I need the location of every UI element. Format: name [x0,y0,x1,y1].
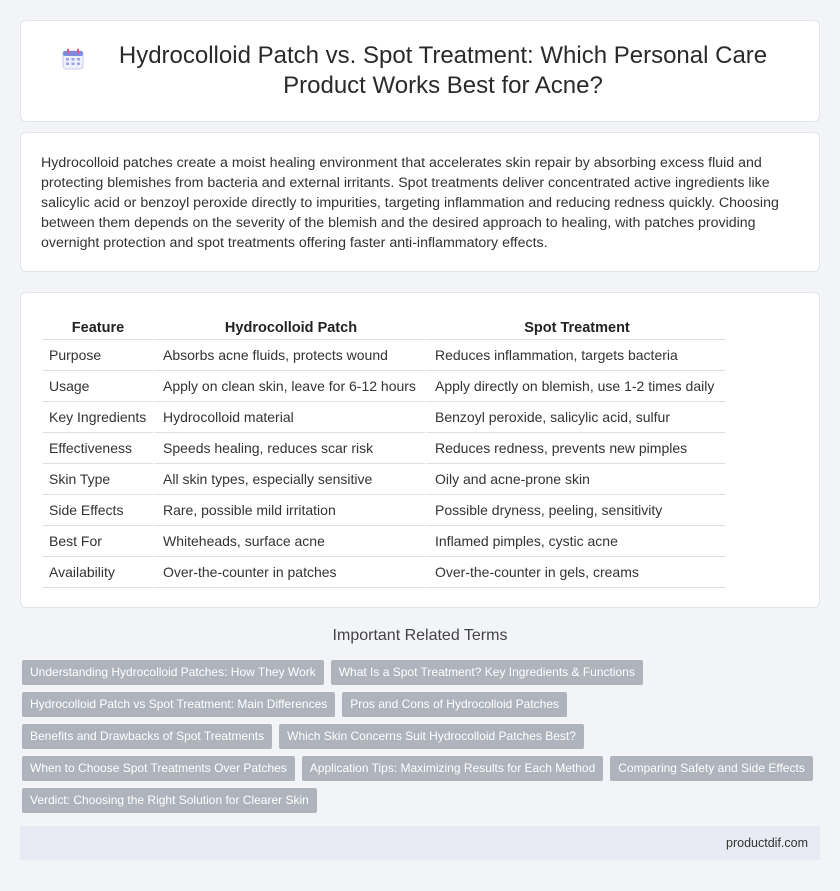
table-cell: Usage [43,371,153,402]
calendar-icon [61,47,85,71]
table-cell: Oily and acne-prone skin [425,464,725,495]
column-header-feature: Feature [43,315,153,340]
column-header-hydrocolloid: Hydrocolloid Patch [153,315,425,340]
intro-card [20,132,820,272]
related-term-link[interactable]: Pros and Cons of Hydrocolloid Patches [342,692,567,717]
table-row [43,402,725,433]
table-cell: Side Effects [43,495,153,526]
table-cell: Speeds healing, reduces scar risk [153,433,425,464]
related-terms-row [22,692,822,717]
header-card [20,20,820,122]
table-row [43,557,725,588]
related-term-link[interactable]: When to Choose Spot Treatments Over Patches [22,756,295,781]
related-term-link[interactable]: Which Skin Concerns Suit Hydrocolloid Patches Best? [279,724,584,749]
table-cell: Availability [43,557,153,588]
table-cell: Apply on clean skin, leave for 6-12 hours [153,371,425,402]
page-title: Hydrocolloid Patch vs. Spot Treatment: Which Personal Care Product Works Best for Acne? [118,42,768,99]
table-cell: Reduces inflammation, targets bacteria [425,340,725,371]
related-term-link[interactable]: Application Tips: Maximizing Results for Each Method [302,756,603,781]
table-cell: Inflamed pimples, cystic acne [425,526,725,557]
table-cell: Purpose [43,340,153,371]
table-cell: All skin types, especially sensitive [153,464,425,495]
table-cell: Possible dryness, peeling, sensitivity [425,495,725,526]
related-term-link[interactable]: Verdict: Choosing the Right Solution for Clearer Skin [22,788,317,813]
footer-site-link[interactable]: productdif.com [726,836,808,850]
related-term-link[interactable]: Benefits and Drawbacks of Spot Treatments [22,724,272,749]
related-terms-row [22,756,822,781]
related-term-link[interactable]: Comparing Safety and Side Effects [610,756,813,781]
table-cell: Skin Type [43,464,153,495]
table-row [43,464,725,495]
table-cell: Over-the-counter in patches [153,557,425,588]
intro-paragraph: Hydrocolloid patches create a moist healing environment that accelerates skin repair by absorbing excess fluid and protecting blemishes from bacteria and external irritants. Spot treatments deliver concentrated active ingredients like salicylic acid or benzoyl peroxide directly to impurities, targeting inflammation and reducing redness quickly. Choosing between them depends on the severity of the blemish and the desired approach to healing, with patches providing overnight protection and spot treatments offering faster anti-inflammatory effects. [41,155,779,251]
related-terms-row [22,724,822,749]
table-cell: Effectiveness [43,433,153,464]
table-cell: Rare, possible mild irritation [153,495,425,526]
related-terms-heading: Important Related Terms [332,627,508,644]
table-cell: Benzoyl peroxide, salicylic acid, sulfur [425,402,725,433]
comparison-table [43,315,725,588]
table-cell: Absorbs acne fluids, protects wound [153,340,425,371]
table-cell: Best For [43,526,153,557]
table-row [43,526,725,557]
related-term-link[interactable]: What Is a Spot Treatment? Key Ingredients & Functions [331,660,643,685]
table-row [43,495,725,526]
table-cell: Apply directly on blemish, use 1-2 times daily [425,371,725,402]
table-cell: Reduces redness, prevents new pimples [425,433,725,464]
related-term-link[interactable]: Understanding Hydrocolloid Patches: How They Work [22,660,324,685]
related-terms-list [22,660,822,820]
table-row [43,340,725,371]
related-terms-row [22,660,822,685]
related-terms-row [22,788,822,813]
table-header-row [43,315,725,340]
comparison-table-card [20,292,820,608]
table-row [43,433,725,464]
table-cell: Whiteheads, surface acne [153,526,425,557]
column-header-spot-treatment: Spot Treatment [425,315,725,340]
table-row [43,371,725,402]
related-term-link[interactable]: Hydrocolloid Patch vs Spot Treatment: Main Differences [22,692,335,717]
table-cell: Hydrocolloid material [153,402,425,433]
footer [20,826,820,860]
table-cell: Over-the-counter in gels, creams [425,557,725,588]
table-cell: Key Ingredients [43,402,153,433]
